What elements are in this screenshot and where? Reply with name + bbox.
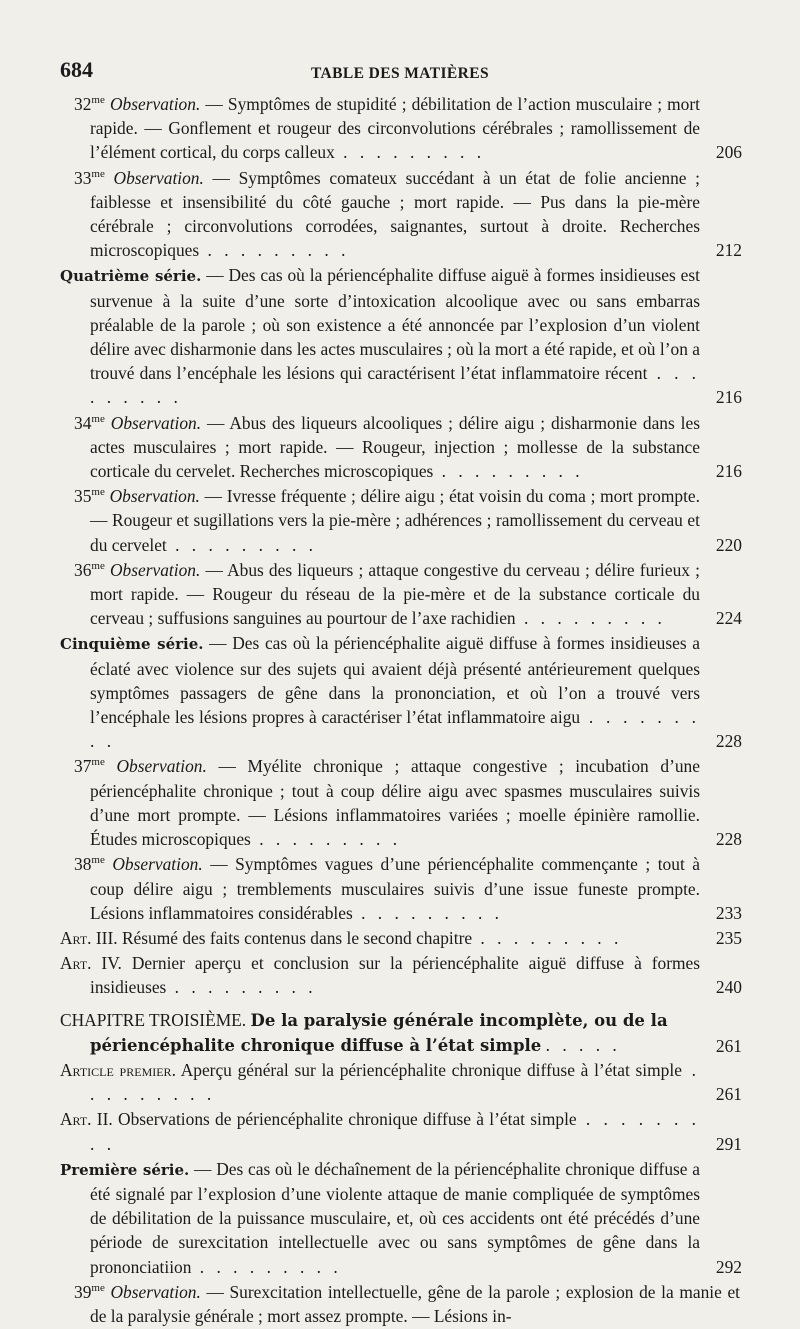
entry-page-ref: 292 xyxy=(715,1256,742,1277)
contents-entry xyxy=(60,92,740,165)
contents-entry xyxy=(60,558,740,631)
entry-page-ref: 220 xyxy=(715,534,742,555)
leader-dots: . . . . . . . . . xyxy=(352,902,503,923)
observation-suffix: me xyxy=(91,94,105,107)
observation-number: 32 xyxy=(74,94,92,114)
observation-label: Observation. xyxy=(109,94,201,114)
entry-text: — Abus des liqueurs ; attaque congestive du cerveau ; délire furieux ; mort rapide. — Rougeur du réseau de la pie-mère et de la substance corticale du cerveau ; suffusions sanguines au pourtour de l’axe rachidien xyxy=(90,559,700,629)
observation-label: Observation. xyxy=(110,559,201,580)
contents-entry xyxy=(60,166,740,263)
leader-dots: . . . . . . . . . xyxy=(166,534,318,555)
contents-list-2 xyxy=(60,1058,740,1328)
observation-number: 38 xyxy=(74,854,92,875)
entry-text: — Symptômes vagues d’une périencéphalite commençante ; tout à coup délire aigu ; tremblements musculaires suivis d’une issue funeste prompte. Lésions inflammatoires considérables xyxy=(90,854,700,923)
observation-suffix: me xyxy=(91,756,105,769)
observation-label: Observation. xyxy=(109,486,200,507)
observation-number: 36 xyxy=(74,559,92,580)
leader-dots: . . . . . . . . . xyxy=(433,461,584,482)
observation-number: 35 xyxy=(74,486,92,507)
running-title: TABLE DES MATIÈRES xyxy=(310,65,490,82)
observation-suffix: me xyxy=(91,486,105,499)
leader-dots: . . . . . . . . . xyxy=(191,1256,342,1277)
entry-page-ref: 212 xyxy=(715,240,742,261)
series-label: Quatrième série. xyxy=(60,267,202,286)
entry-text: — Surexcitation intellectuelle, gêne de la parole ; explosion de la manie et de la paralysie générale ; mort assez prompte. — Lésions in- xyxy=(90,1281,740,1326)
observation-label: Observation. xyxy=(116,756,207,777)
contents-entry xyxy=(60,411,740,484)
page-number: 684 xyxy=(60,57,93,82)
leader-dots: . . . . . . . . . xyxy=(90,707,700,752)
observation-suffix: me xyxy=(91,1281,105,1294)
leader-dots: . . . . . . . . . xyxy=(472,927,623,948)
leader-dots: . . . . . . . . . xyxy=(90,1109,700,1154)
observation-suffix: me xyxy=(91,854,105,867)
contents-entry xyxy=(60,852,740,925)
article-label: Art. III. xyxy=(60,927,118,948)
series-label: Première série. xyxy=(60,1160,190,1179)
observation-number: 37 xyxy=(74,756,92,777)
contents-entry xyxy=(60,754,740,851)
running-head xyxy=(60,56,740,92)
entry-text: — Ivresse fréquente ; délire aigu ; état voisin du coma ; mort prompte. — Rougeur et sugillations vers la pie-mère ; adhérences ; ramollissement du cerveau et du cervelet xyxy=(90,486,700,555)
contents-entry xyxy=(60,263,740,409)
entry-text: Observations de périencéphalite chronique diffuse à l’état simple xyxy=(118,1109,577,1130)
leader-dots: . . . . . . . . . xyxy=(166,977,317,998)
contents-entry xyxy=(60,631,740,753)
chapter-heading: CHAPITRE TROISIÈME. De la paralysie générale incomplète, ou de la périencéphalite chronique diffuse à l’état simple . . . . . 261 xyxy=(60,1008,740,1058)
contents-list xyxy=(60,92,740,1000)
entry-page-ref: 235 xyxy=(715,927,742,948)
leader-dots: . . . . . . . . . xyxy=(334,142,486,163)
entry-page-ref: 206 xyxy=(715,142,742,163)
leader-dots: . . . . . . . . . xyxy=(90,1059,700,1105)
entry-page-ref: 216 xyxy=(715,461,742,482)
contents-entry xyxy=(60,1058,740,1106)
observation-suffix: me xyxy=(91,560,105,573)
series-label: Cinquième série. xyxy=(60,635,204,654)
page xyxy=(60,56,740,1329)
observation-label: Observation. xyxy=(113,167,204,188)
observation-suffix: me xyxy=(91,167,105,180)
article-label: Article premier. xyxy=(60,1059,176,1080)
entry-page-ref: 233 xyxy=(715,902,742,923)
contents-entry xyxy=(60,926,740,950)
observation-number: 33 xyxy=(74,167,92,188)
entry-page-ref: 261 xyxy=(715,1084,742,1105)
entry-page-ref: 228 xyxy=(715,829,742,850)
entry-page-ref: 240 xyxy=(715,977,742,998)
entry-text: — Des cas où la périencéphalite diffuse aiguë à formes insidieuses est survenue à la suite d’une sorte d’intoxication alcoolique avec ou sans embarras préalable de la parole ; où son existence a été annoncée par l’explosion d’un violent délire avec disharmonie dans les actes musculaires ; où la mort a été rapide, et où l’on a trouvé dans l’encéphale les lésions qui caractérisent l’état inflammatoire récent xyxy=(90,265,700,384)
observation-label: Observation. xyxy=(110,412,202,433)
observation-suffix: me xyxy=(91,412,105,425)
leader-dots: . . . . . . . . . xyxy=(250,829,402,850)
entry-page-ref: 228 xyxy=(715,731,742,752)
entry-text: — Symptômes de stupidité ; débilitation de l’action musculaire ; mort rapide. — Gonflement et rougeur des circonvolutions cérébrales ; ramollissement de l’élément cortical, du corps calleux xyxy=(90,94,700,163)
entry-page-ref: 224 xyxy=(715,608,742,629)
entry-text: — Abus des liqueurs alcooliques ; délire aigu ; disharmonie dans les actes musculaires ; mort rapide. — Rougeur, injection ; mollesse de la substance corticale du cervelet. Recherches microscopiques xyxy=(90,412,700,482)
leader-dots: . . . . . . . . . xyxy=(90,363,700,408)
entry-text: Dernier aperçu et conclusion sur la périencéphalite aiguë diffuse à formes insidieuses xyxy=(90,953,700,998)
entry-text: — Symptômes comateux succédant à un état de folie ancienne ; faiblesse et insensibilité du côté gauche ; mort rapide. — Pus dans la pie-mère cérébrale ; circonvolutions corrodées, saignantes, surtout à droite. Recherches microscopiques xyxy=(90,167,700,261)
entry-text: Résumé des faits contenus dans le second chapitre xyxy=(121,927,473,948)
chapter-label: CHAPITRE TROISIÈME. xyxy=(60,1009,247,1030)
contents-entry xyxy=(60,1157,740,1279)
entry-text: Aperçu général sur la périencéphalite chronique diffuse à l’état simple xyxy=(180,1059,682,1080)
leader-dots: . . . . . . . . . xyxy=(199,240,350,261)
observation-label: Observation. xyxy=(110,1281,201,1302)
observation-label: Observation. xyxy=(112,854,203,875)
article-label: Art. IV. xyxy=(60,953,122,974)
entry-page-ref: 216 xyxy=(715,387,742,408)
contents-entry xyxy=(60,484,740,557)
chapter-page-ref: 261 xyxy=(715,1035,742,1056)
article-label: Art. II. xyxy=(60,1109,113,1130)
contents-entry xyxy=(60,951,740,999)
chapter-title: De la paralysie générale incomplète, ou de la périencéphalite chronique diffuse à l’état simple xyxy=(90,1010,668,1055)
observation-number: 39 xyxy=(74,1281,92,1302)
observation-number: 34 xyxy=(74,412,92,433)
entry-text: — Des cas où le déchaînement de la périencéphalite chronique diffuse a été signalé par l’explosion d’une violente attaque de manie compliquée de symptômes de débilitation de la puissance musculaire, et, où ces accidents ont été précédés d’une période de surexcitation intellectuelle avec ou sans symptômes de gêne dans la prononciatiion xyxy=(90,1158,700,1277)
contents-entry xyxy=(60,1107,740,1155)
entry-page-ref: 291 xyxy=(715,1133,742,1154)
entry-text: — Des cas où la périencéphalite aiguë diffuse à formes insidieuses a éclaté avec violence sur des sujets qui avaient déjà présenté antérieurement quelques symptômes passagers de gêne dans la prononciation, et où l’on a trouvé vers l’encéphale les lésions propres à caractériser l’état inflammatoire aigu xyxy=(90,633,700,728)
entry-text: — Myélite chronique ; attaque congestive ; incubation d’une périencéphalite chronique ; tout à coup délire aigu avec spasmes musculaires suivis d’une mort prompte. — Lésions inflammatoires variées ; moelle épinière ramollie. Études microscopiques xyxy=(90,756,700,850)
leader-dots: . . . . . . . . . xyxy=(515,608,666,629)
contents-entry xyxy=(60,1280,740,1328)
